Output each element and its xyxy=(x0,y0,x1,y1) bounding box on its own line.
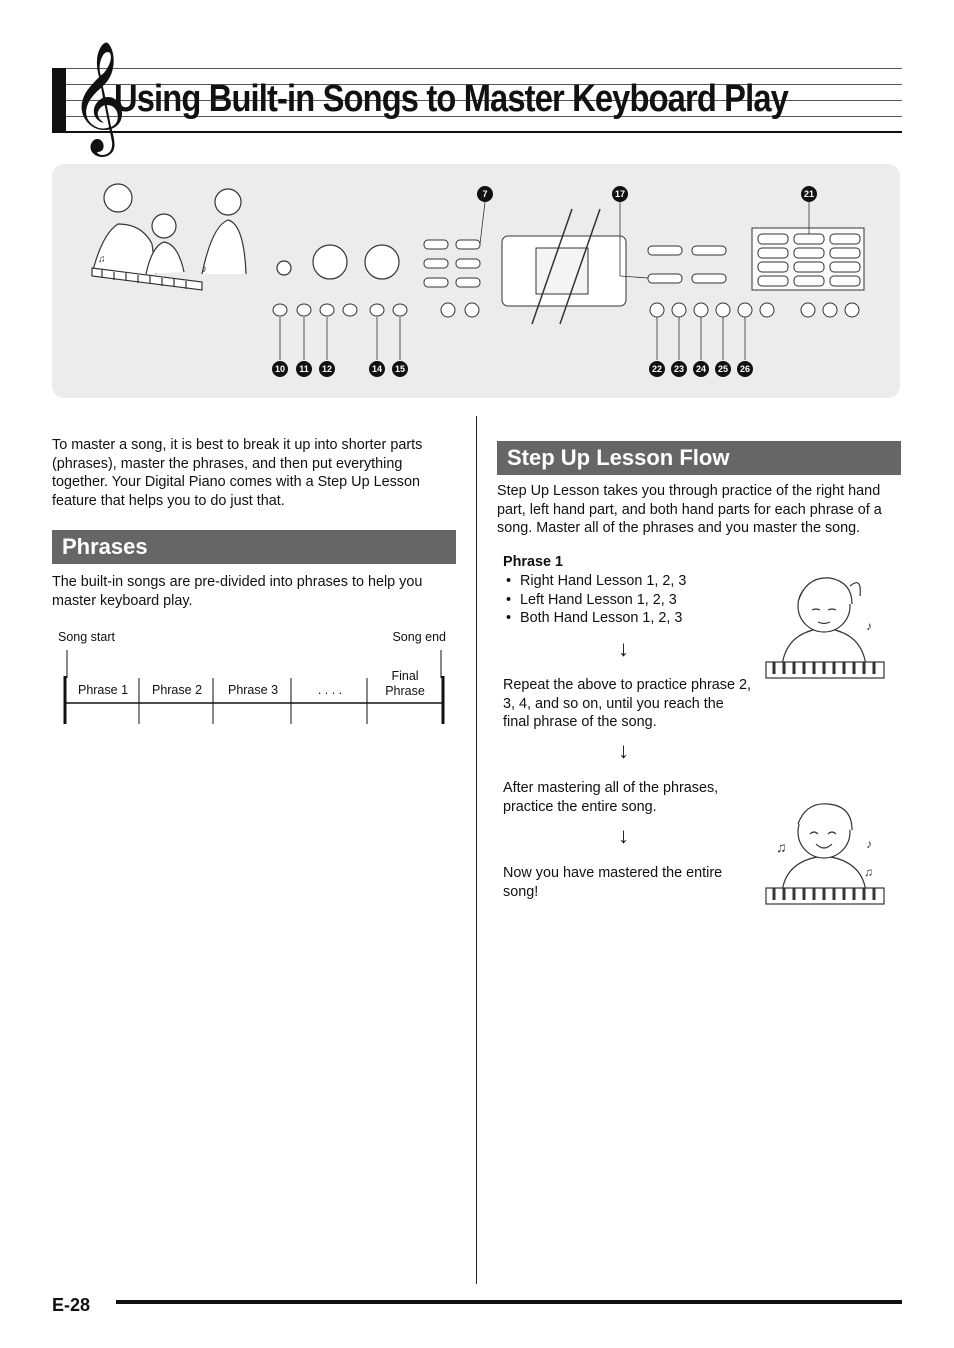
page-number: E-28 xyxy=(52,1295,91,1315)
svg-text:♫: ♫ xyxy=(98,254,106,265)
number-keypad xyxy=(752,228,864,290)
down-arrow-icon: ↓ xyxy=(618,738,629,763)
phrase-cell-final: Final Phrase xyxy=(385,669,425,698)
song-controller-buttons xyxy=(273,304,407,316)
phrase-cell: Phrase 3 xyxy=(227,683,279,697)
intro-paragraph: To master a song, it is best to break it up into shorter parts (phrases), master the phrases, and then put everything together. Your Digital Piano comes with a Step Up Lesson feature that helps you to do just that. xyxy=(52,437,423,509)
family-singing-illustration xyxy=(92,184,246,290)
callout-label: 11 xyxy=(299,364,309,374)
list-item: • Both Hand Lesson 1, 2, 3 xyxy=(502,609,686,628)
callout-label: 12 xyxy=(321,364,333,374)
girl-practicing-illustration xyxy=(762,566,886,682)
staff-line xyxy=(66,68,902,69)
phrase-cell: Phrase 2 xyxy=(151,683,203,697)
callout-label: 25 xyxy=(717,364,729,374)
lcd-display xyxy=(502,209,626,324)
svg-text:♪: ♪ xyxy=(202,264,207,275)
svg-text:♫: ♫ xyxy=(776,839,787,855)
callout-label: 10 xyxy=(274,364,286,374)
song-start-label: Song start xyxy=(58,630,115,644)
treble-clef-icon: 𝄞 xyxy=(70,40,127,152)
phrase-1-label: Phrase 1 xyxy=(503,554,564,570)
svg-text:♪: ♪ xyxy=(866,619,872,633)
step-3-text: After mastering all of the phrases, practice the entire song. xyxy=(503,780,719,815)
down-arrow-icon: ↓ xyxy=(618,823,629,848)
flow-heading: Step Up Lesson Flow xyxy=(497,441,901,475)
step-2-text: Repeat the above to practice phrase 2, 3, 4, and so on, until you reach the final phrase of the song. xyxy=(503,677,751,731)
page-title: Using Built-in Songs to Master Keyboard Play xyxy=(114,78,788,120)
callout-label: 17 xyxy=(614,189,626,199)
callout-label: 7 xyxy=(482,189,488,199)
volume-knobs xyxy=(277,245,399,279)
callout-label: 22 xyxy=(651,364,663,374)
song-end-label: Song end xyxy=(392,630,446,644)
keyboard-illustration-panel xyxy=(52,164,900,398)
callout-label: 14 xyxy=(371,364,383,374)
title-rule xyxy=(52,131,902,133)
callout-label: 24 xyxy=(695,364,707,374)
callout-label: 15 xyxy=(394,364,406,374)
step-4-text: Now you have mastered the entire song! xyxy=(503,865,723,900)
phrase-cell: . . . . xyxy=(317,683,343,697)
girl-happy-illustration xyxy=(762,790,886,910)
phrases-paragraph: The built-in songs are pre-divided into phrases to help you master keyboard play. xyxy=(52,574,423,609)
phrases-heading: Phrases xyxy=(52,530,456,564)
function-buttons xyxy=(424,240,480,317)
phrase-cell: Phrase 1 xyxy=(77,683,129,697)
control-panel-diagram xyxy=(52,164,900,398)
callout-label: 21 xyxy=(803,189,815,199)
footer-rule xyxy=(116,1300,902,1304)
list-item: • Left Hand Lesson 1, 2, 3 xyxy=(502,591,686,610)
list-item: • Right Hand Lesson 1, 2, 3 xyxy=(502,572,686,591)
column-divider xyxy=(476,416,477,1284)
svg-text:♪: ♪ xyxy=(866,837,872,851)
svg-text:♫: ♫ xyxy=(864,865,873,879)
down-arrow-icon: ↓ xyxy=(618,636,629,661)
lesson-list xyxy=(502,572,686,628)
title-accent-bar xyxy=(52,68,66,132)
flow-paragraph: Step Up Lesson takes you through practice of the right hand part, left hand part, and both hand parts for each phrase of a song. Master all of the phrases and you master the song. xyxy=(497,483,882,537)
callout-label: 26 xyxy=(739,364,751,374)
callout-label: 23 xyxy=(673,364,685,374)
